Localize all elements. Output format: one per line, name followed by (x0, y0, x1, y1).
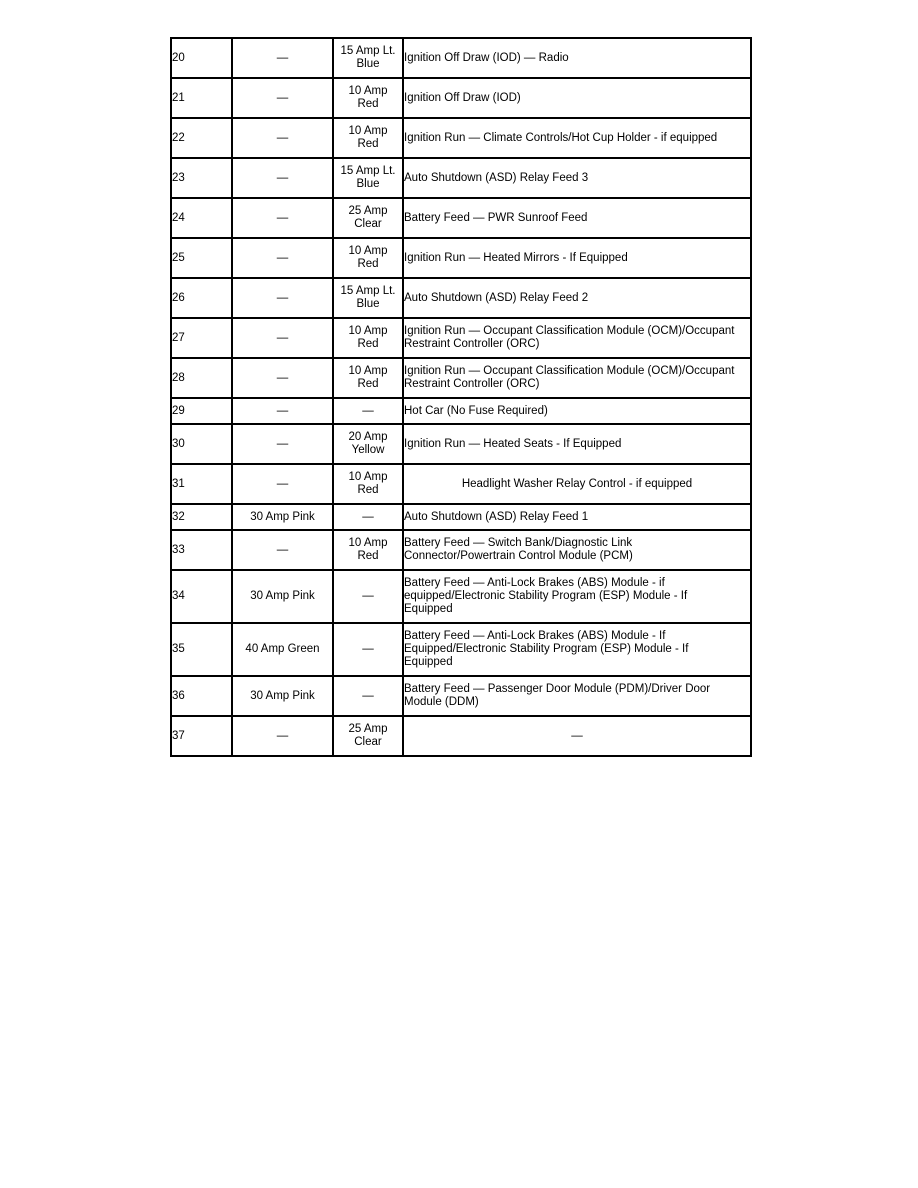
cartridge-fuse-cell (232, 38, 333, 78)
description-cell-text: Auto Shutdown (ASD) Relay Feed 3 (404, 171, 589, 184)
cartridge-fuse-cell-text: — (276, 371, 289, 384)
cavity-number-text: 22 (172, 131, 185, 144)
cavity-number (171, 238, 232, 278)
mini-fuse-cell (333, 424, 403, 464)
cartridge-fuse-cell-text: 40 Amp Green (245, 643, 320, 655)
description-cell-text: Auto Shutdown (ASD) Relay Feed 1 (404, 510, 589, 523)
description-cell (403, 623, 751, 676)
cavity-number (171, 278, 232, 318)
cavity-number-text: 33 (172, 543, 185, 556)
mini-fuse-cell (333, 318, 403, 358)
cartridge-fuse-cell (232, 358, 333, 398)
mini-fuse-cell (333, 278, 403, 318)
cartridge-fuse-cell (232, 623, 333, 676)
cartridge-fuse-cell (232, 424, 333, 464)
mini-fuse-cell (333, 464, 403, 504)
table-row (171, 78, 751, 118)
cavity-number (171, 318, 232, 358)
cavity-number (171, 504, 232, 530)
description-cell-text: Hot Car (No Fuse Required) (404, 404, 548, 417)
description-cell-text: Battery Feed — Switch Bank/Diagnostic Link Connector/Powertrain Control Module (PCM) (404, 537, 633, 562)
mini-fuse-cell (333, 676, 403, 716)
description-cell-text: Ignition Run — Climate Controls/Hot Cup Holder - if equipped (404, 131, 718, 144)
cartridge-fuse-cell-text: — (276, 331, 289, 344)
description-cell (403, 78, 751, 118)
cartridge-fuse-cell (232, 78, 333, 118)
cavity-number-text: 32 (172, 510, 185, 523)
description-cell-text: Headlight Washer Relay Control - if equipped (461, 477, 693, 490)
description-cell (403, 278, 751, 318)
cavity-number (171, 623, 232, 676)
cartridge-fuse-cell-text: — (276, 171, 289, 184)
description-cell (403, 318, 751, 358)
cartridge-fuse-cell (232, 238, 333, 278)
description-cell-text: Ignition Run — Heated Mirrors - If Equipped (404, 251, 628, 264)
description-cell (403, 118, 751, 158)
cartridge-fuse-cell (232, 118, 333, 158)
cavity-number-text: 37 (172, 729, 185, 742)
table-row (171, 238, 751, 278)
description-cell (403, 530, 751, 570)
description-cell-text: Battery Feed — Anti-Lock Brakes (ABS) Module - If Equipped/Electronic Stability Program (ESP) Module - If Equipped (404, 630, 689, 668)
cartridge-fuse-cell (232, 530, 333, 570)
cartridge-fuse-cell-text: — (276, 477, 289, 490)
cavity-number (171, 118, 232, 158)
cartridge-fuse-cell (232, 198, 333, 238)
cavity-number-text: 29 (172, 404, 185, 417)
table-row (171, 716, 751, 756)
description-cell (403, 464, 751, 504)
description-cell (403, 38, 751, 78)
mini-fuse-cell-text: 15 Amp Lt. Blue (340, 285, 396, 310)
mini-fuse-cell-text: 15 Amp Lt. Blue (340, 45, 396, 70)
description-cell (403, 158, 751, 198)
description-cell (403, 676, 751, 716)
description-cell (403, 570, 751, 623)
table-row (171, 424, 751, 464)
cartridge-fuse-cell-text: — (276, 91, 289, 104)
cavity-number (171, 398, 232, 424)
table-row (171, 278, 751, 318)
cavity-number (171, 358, 232, 398)
mini-fuse-cell-text: 10 Amp Red (348, 537, 388, 562)
description-cell-text: Battery Feed — PWR Sunroof Feed (404, 211, 588, 224)
mini-fuse-cell (333, 623, 403, 676)
cavity-number-text: 24 (172, 211, 185, 224)
cavity-number-text: 27 (172, 331, 185, 344)
mini-fuse-cell-text: 25 Amp Clear (348, 723, 388, 748)
cavity-number-text: 31 (172, 477, 185, 490)
mini-fuse-cell-text: 10 Amp Red (348, 85, 388, 110)
description-cell-text: Ignition Off Draw (IOD) — Radio (404, 51, 569, 64)
cavity-number-text: 34 (172, 590, 185, 602)
mini-fuse-cell (333, 504, 403, 530)
cavity-number-text: 36 (172, 689, 185, 702)
cavity-number-text: 26 (172, 291, 185, 304)
mini-fuse-cell-text: — (362, 404, 374, 417)
cartridge-fuse-cell (232, 158, 333, 198)
cavity-number-text: 30 (172, 437, 185, 450)
mini-fuse-cell-text: 10 Amp Red (348, 365, 388, 390)
cavity-number (171, 198, 232, 238)
cartridge-fuse-cell (232, 570, 333, 623)
cavity-number (171, 676, 232, 716)
mini-fuse-cell-text: 25 Amp Clear (348, 205, 388, 230)
description-cell (403, 398, 751, 424)
mini-fuse-cell (333, 198, 403, 238)
description-cell (403, 358, 751, 398)
cartridge-fuse-cell-text: 30 Amp Pink (250, 689, 315, 702)
description-cell-text: Battery Feed — Passenger Door Module (PDM)/Driver Door Module (DDM) (404, 683, 711, 708)
cartridge-fuse-cell-text: — (276, 51, 289, 64)
cavity-number (171, 424, 232, 464)
cartridge-fuse-cell (232, 716, 333, 756)
table-row (171, 358, 751, 398)
table-row (171, 530, 751, 570)
table-row (171, 570, 751, 623)
cartridge-fuse-cell-text: — (276, 437, 289, 450)
cavity-number-text: 35 (172, 643, 185, 655)
description-cell-text: Ignition Off Draw (IOD) (404, 91, 521, 104)
cavity-number (171, 158, 232, 198)
cartridge-fuse-cell (232, 464, 333, 504)
cartridge-fuse-cell-text: — (276, 211, 289, 224)
cartridge-fuse-cell-text: — (276, 729, 289, 742)
fuse-table (170, 37, 752, 757)
description-cell (403, 504, 751, 530)
description-cell-text: Ignition Run — Occupant Classification Module (OCM)/Occupant Restraint Controller (ORC) (404, 365, 735, 390)
cartridge-fuse-cell-text: 30 Amp Pink (250, 590, 315, 602)
mini-fuse-cell (333, 358, 403, 398)
cavity-number-text: 20 (172, 51, 185, 64)
mini-fuse-cell (333, 530, 403, 570)
mini-fuse-cell-text: — (362, 510, 374, 523)
mini-fuse-cell-text: 10 Amp Red (348, 125, 388, 150)
cartridge-fuse-cell (232, 278, 333, 318)
table-row (171, 38, 751, 78)
mini-fuse-cell (333, 158, 403, 198)
table-row (171, 464, 751, 504)
description-cell-text: — (571, 729, 583, 742)
cartridge-fuse-cell (232, 318, 333, 358)
cartridge-fuse-cell-text: 30 Amp Pink (250, 510, 315, 523)
table-row (171, 676, 751, 716)
mini-fuse-cell-text: — (362, 590, 374, 602)
table-row (171, 158, 751, 198)
cartridge-fuse-cell-text: — (276, 543, 289, 556)
mini-fuse-cell-text: — (362, 689, 374, 702)
cartridge-fuse-cell-text: — (276, 404, 289, 417)
description-cell-text: Battery Feed — Anti-Lock Brakes (ABS) Module - if equipped/Electronic Stability Program (ESP) Module - If Equipped (404, 577, 688, 615)
cavity-number-text: 23 (172, 171, 185, 184)
mini-fuse-cell-text: 20 Amp Yellow (348, 431, 388, 456)
table-row (171, 118, 751, 158)
cartridge-fuse-cell-text: — (276, 291, 289, 304)
cavity-number (171, 530, 232, 570)
cartridge-fuse-cell (232, 504, 333, 530)
table-row (171, 398, 751, 424)
mini-fuse-cell (333, 38, 403, 78)
table-row (171, 504, 751, 530)
mini-fuse-cell-text: 15 Amp Lt. Blue (340, 165, 396, 190)
cavity-number (171, 38, 232, 78)
mini-fuse-cell-text: 10 Amp Red (348, 245, 388, 270)
cavity-number-text: 25 (172, 251, 185, 264)
table-row (171, 318, 751, 358)
description-cell-text: Ignition Run — Occupant Classification Module (OCM)/Occupant Restraint Controller (ORC) (404, 325, 735, 350)
description-cell-text: Ignition Run — Heated Seats - If Equipped (404, 437, 622, 450)
cartridge-fuse-cell-text: — (276, 131, 289, 144)
mini-fuse-cell (333, 398, 403, 424)
fuse-table-body (171, 38, 751, 756)
table-row (171, 198, 751, 238)
cartridge-fuse-cell (232, 398, 333, 424)
description-cell (403, 198, 751, 238)
cartridge-fuse-cell (232, 676, 333, 716)
cavity-number (171, 570, 232, 623)
cavity-number-text: 21 (172, 91, 185, 104)
description-cell-text: Auto Shutdown (ASD) Relay Feed 2 (404, 291, 589, 304)
mini-fuse-cell (333, 570, 403, 623)
description-cell (403, 716, 751, 756)
mini-fuse-cell (333, 118, 403, 158)
mini-fuse-cell-text: — (362, 643, 374, 655)
cavity-number-text: 28 (172, 371, 185, 384)
cavity-number (171, 716, 232, 756)
cartridge-fuse-cell-text: — (276, 251, 289, 264)
mini-fuse-cell-text: 10 Amp Red (348, 325, 388, 350)
mini-fuse-cell-text: 10 Amp Red (348, 471, 388, 496)
table-row (171, 623, 751, 676)
description-cell (403, 238, 751, 278)
mini-fuse-cell (333, 716, 403, 756)
mini-fuse-cell (333, 78, 403, 118)
mini-fuse-cell (333, 238, 403, 278)
cavity-number (171, 78, 232, 118)
cavity-number (171, 464, 232, 504)
description-cell (403, 424, 751, 464)
